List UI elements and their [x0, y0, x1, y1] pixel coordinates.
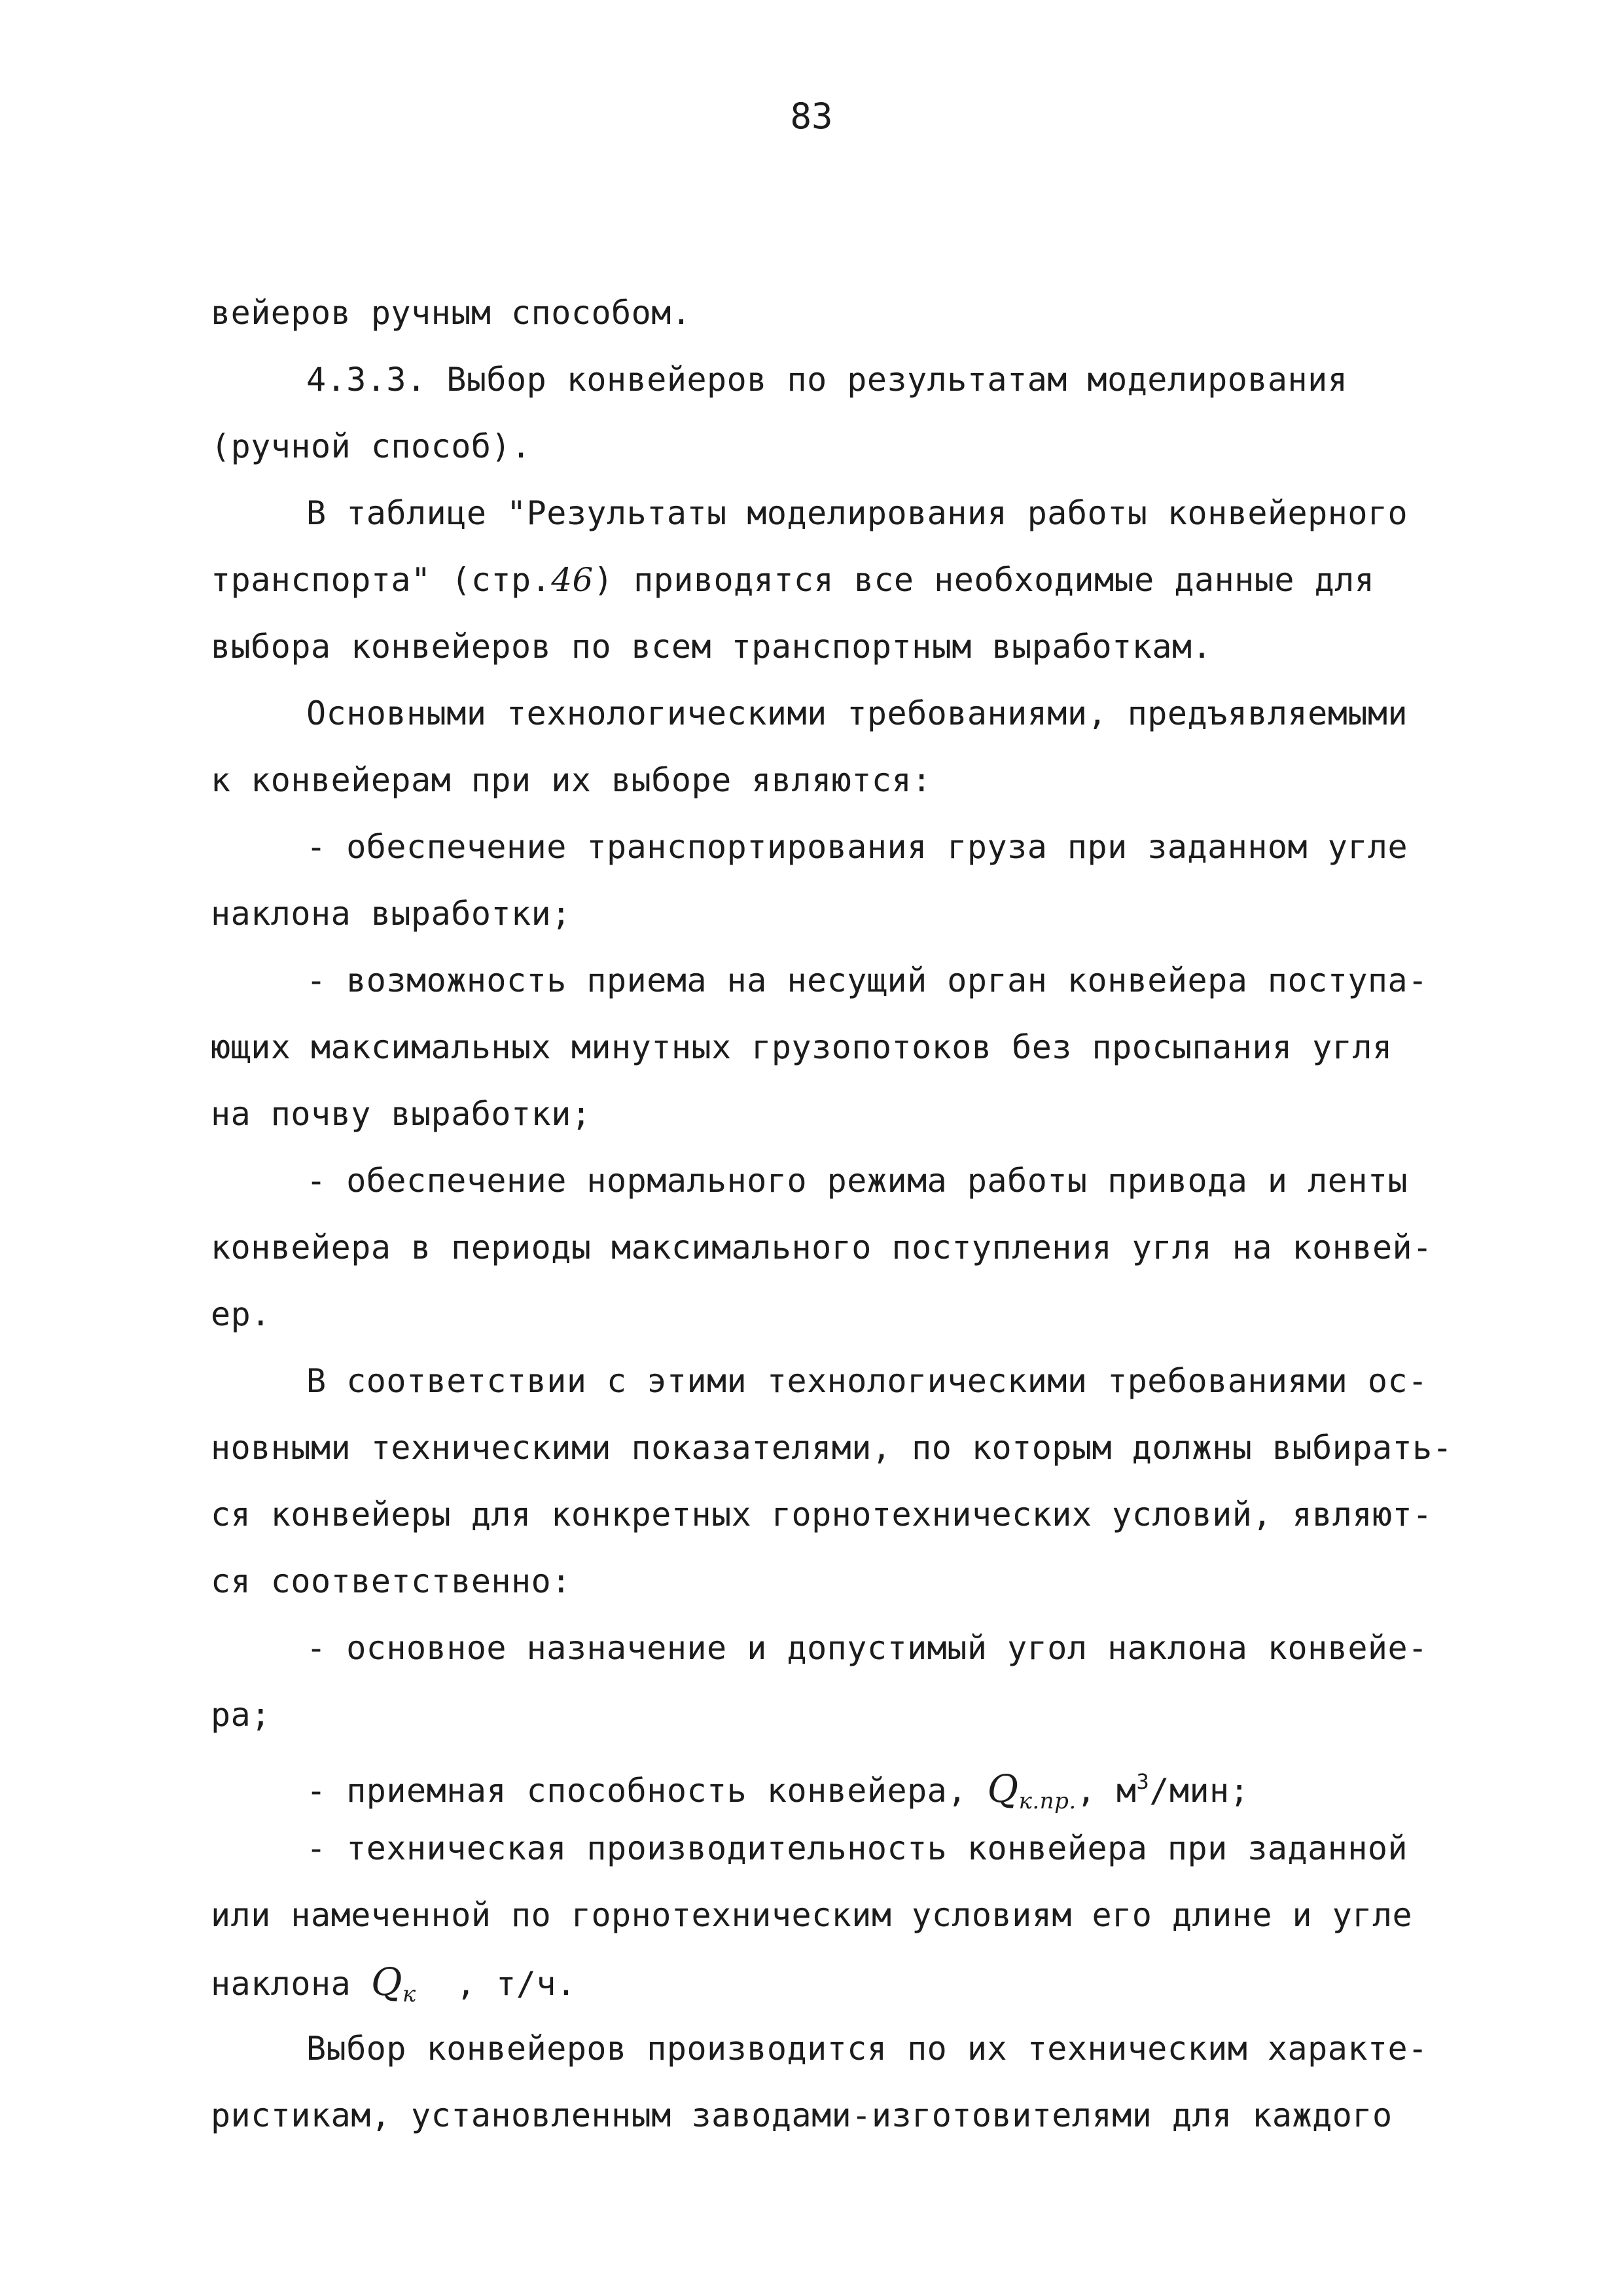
unit-text: , т/ч. [455, 1965, 577, 2003]
list-item-line: - техническая производительность конвейера при заданной [306, 1829, 1408, 1867]
handwritten-page-ref: 46 [551, 561, 594, 599]
text-line: ер. [211, 1295, 271, 1333]
text-line: новными техническими показателями, по которым должны выбирать- [211, 1429, 1453, 1467]
unit-superscript: 3 [1136, 1769, 1150, 1794]
text-line: В таблице "Результаты моделирования работы конвейерного [306, 494, 1408, 532]
text-line: ся соответственно: [211, 1562, 571, 1600]
text-fragment: наклона [211, 1965, 351, 2003]
text-fragment: - приемная способность конвейера, [306, 1772, 967, 1810]
text-fragment: приводятся все необходимые данные для [633, 561, 1375, 599]
text-line: ристикам, установленным заводами-изготовителями для каждого [211, 2096, 1393, 2134]
text-line-technical-capacity [211, 1962, 577, 2014]
text-line: В соответствии с этими технологическими требованиями ос- [306, 1362, 1428, 1400]
text-line: Основными технологическими требованиями, предъявляемыми [306, 694, 1408, 732]
unit-text: м [1116, 1772, 1137, 1810]
page-number: 83 [790, 96, 833, 137]
text-line: к конвейерам при их выборе являются: [211, 761, 932, 799]
text-line-with-page-ref [211, 560, 1374, 600]
list-item-line: - обеспечение нормального режима работы привода и ленты [306, 1162, 1408, 1200]
text-fragment: , [1076, 1772, 1097, 1810]
text-line: наклона выработки; [211, 895, 571, 933]
text-fragment: ) [593, 561, 614, 599]
text-fragment: транспорта" (стр. [211, 561, 552, 599]
text-line: ющих максимальных минутных грузопотоков без просыпания угля [211, 1028, 1393, 1066]
formula-subscript: к.пр. [1018, 1788, 1077, 1814]
text-line: или намеченной по горнотехническим условиям его длине и угле [211, 1896, 1413, 1934]
unit-text: /мин; [1149, 1772, 1250, 1810]
text-line: (ручной способ). [211, 427, 531, 465]
list-item-line: - основное назначение и допустимый угол наклона конвейе- [306, 1629, 1428, 1667]
text-line: конвейера в периоды максимального поступления угля на конвей- [211, 1229, 1433, 1266]
list-item-line: - обеспечение транспортирования груза при заданном угле [306, 828, 1408, 866]
text-line: ра; [211, 1696, 271, 1734]
formula-symbol-q: Q [370, 1960, 402, 2004]
formula-subscript: к [402, 1981, 416, 2007]
text-line: выбора конвейеров по всем транспортным выработкам. [211, 628, 1213, 666]
text-line: Выбор конвейеров производится по их техническим характе- [306, 2030, 1428, 2068]
text-line: ся конвейеры для конкретных горнотехнических условий, являют- [211, 1496, 1433, 1534]
text-line: вейеров ручным способом. [211, 294, 692, 332]
list-item-line: - возможность приема на несущий орган конвейера поступа- [306, 961, 1428, 999]
text-line: на почву выработки; [211, 1095, 592, 1133]
list-item-line-receiving-capacity [306, 1762, 1249, 1821]
section-heading: 4.3.3. Выбор конвейеров по результатам моделирования [306, 361, 1348, 399]
formula-symbol-q: Q [987, 1767, 1019, 1811]
